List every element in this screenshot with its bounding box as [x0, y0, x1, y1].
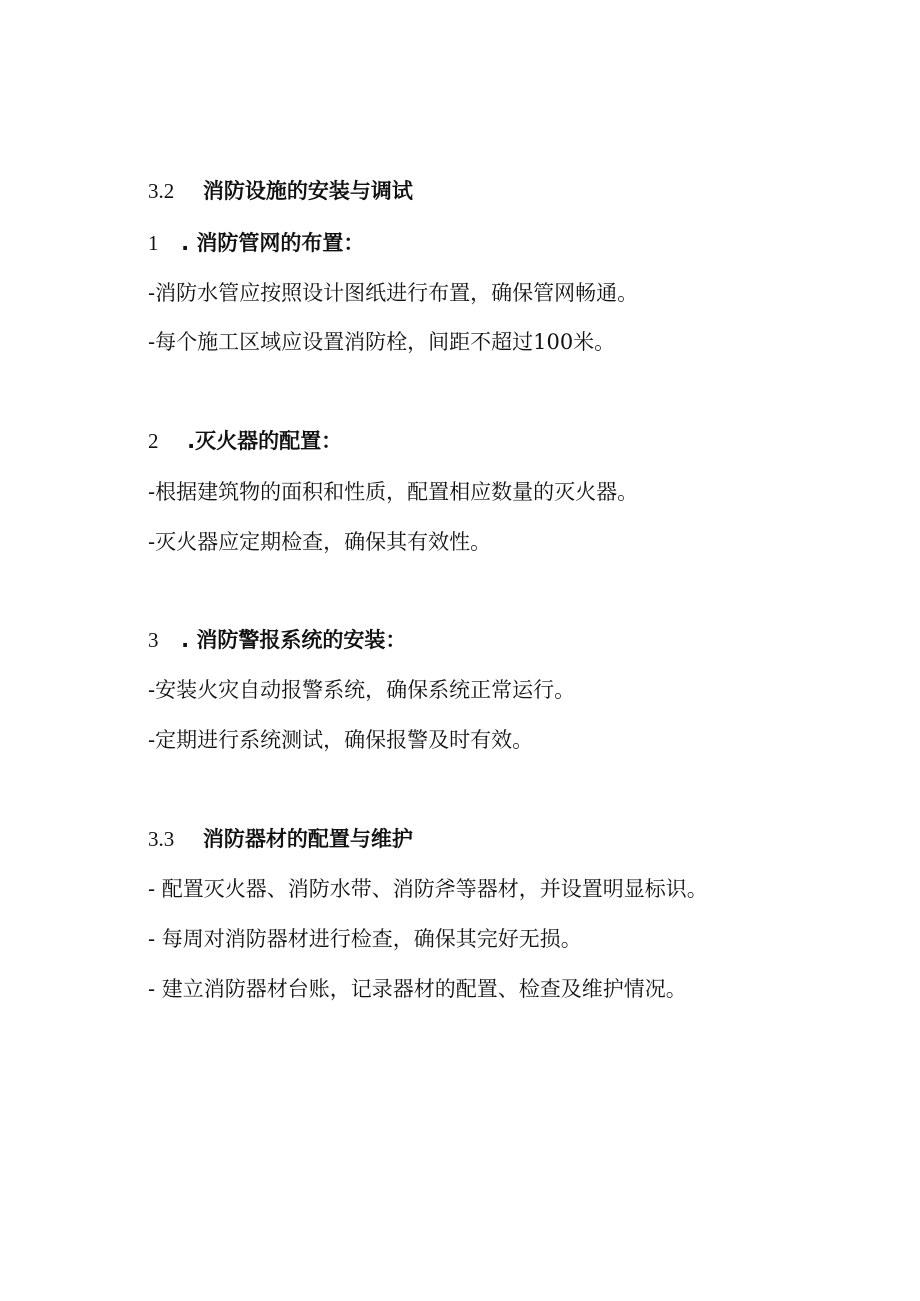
item-number: 1 — [148, 231, 159, 255]
item-1-point-1: -消防水管应按照设计图纸进行布置，确保管网畅通。 — [148, 281, 639, 305]
section-3-3-heading — [148, 826, 413, 852]
section-title: 消防器材的配置与维护 — [202, 827, 413, 851]
section-number: 3.3 — [148, 827, 175, 851]
item-2-point-1: -根据建筑物的面积和性质，配置相应数量的灭火器。 — [148, 480, 639, 504]
item-title: . 消防警报系统的安装： — [181, 628, 407, 652]
item-1-heading — [148, 230, 364, 256]
item-number: 2 — [148, 429, 159, 453]
section-title: 消防设施的安装与调试 — [202, 179, 413, 203]
section-3-3-point-3: - 建立消防器材台账，记录器材的配置、检查及维护情况。 — [148, 977, 687, 1001]
section-3-2-heading — [148, 178, 413, 204]
section-number: 3.2 — [148, 179, 175, 203]
item-1-point-2: -每个施工区域应设置消防栓，间距不超过100米。 — [148, 330, 616, 354]
section-3-3-point-2: - 每周对消防器材进行检查，确保其完好无损。 — [148, 927, 582, 951]
item-2-heading — [148, 428, 342, 454]
item-3-point-2: -定期进行系统测试，确保报警及时有效。 — [148, 728, 534, 752]
section-3-3-point-1: - 配置灭火器、消防水带、消防斧等器材，并设置明显标识。 — [148, 877, 708, 901]
item-title: .灭火器的配置： — [187, 429, 343, 453]
item-3-point-1: -安装火灾自动报警系统，确保系统正常运行。 — [148, 678, 576, 702]
item-2-point-2: -灭火器应定期检查，确保其有效性。 — [148, 530, 492, 554]
item-number: 3 — [148, 628, 159, 652]
item-3-heading — [148, 627, 406, 653]
item-title: . 消防管网的布置： — [181, 231, 365, 255]
